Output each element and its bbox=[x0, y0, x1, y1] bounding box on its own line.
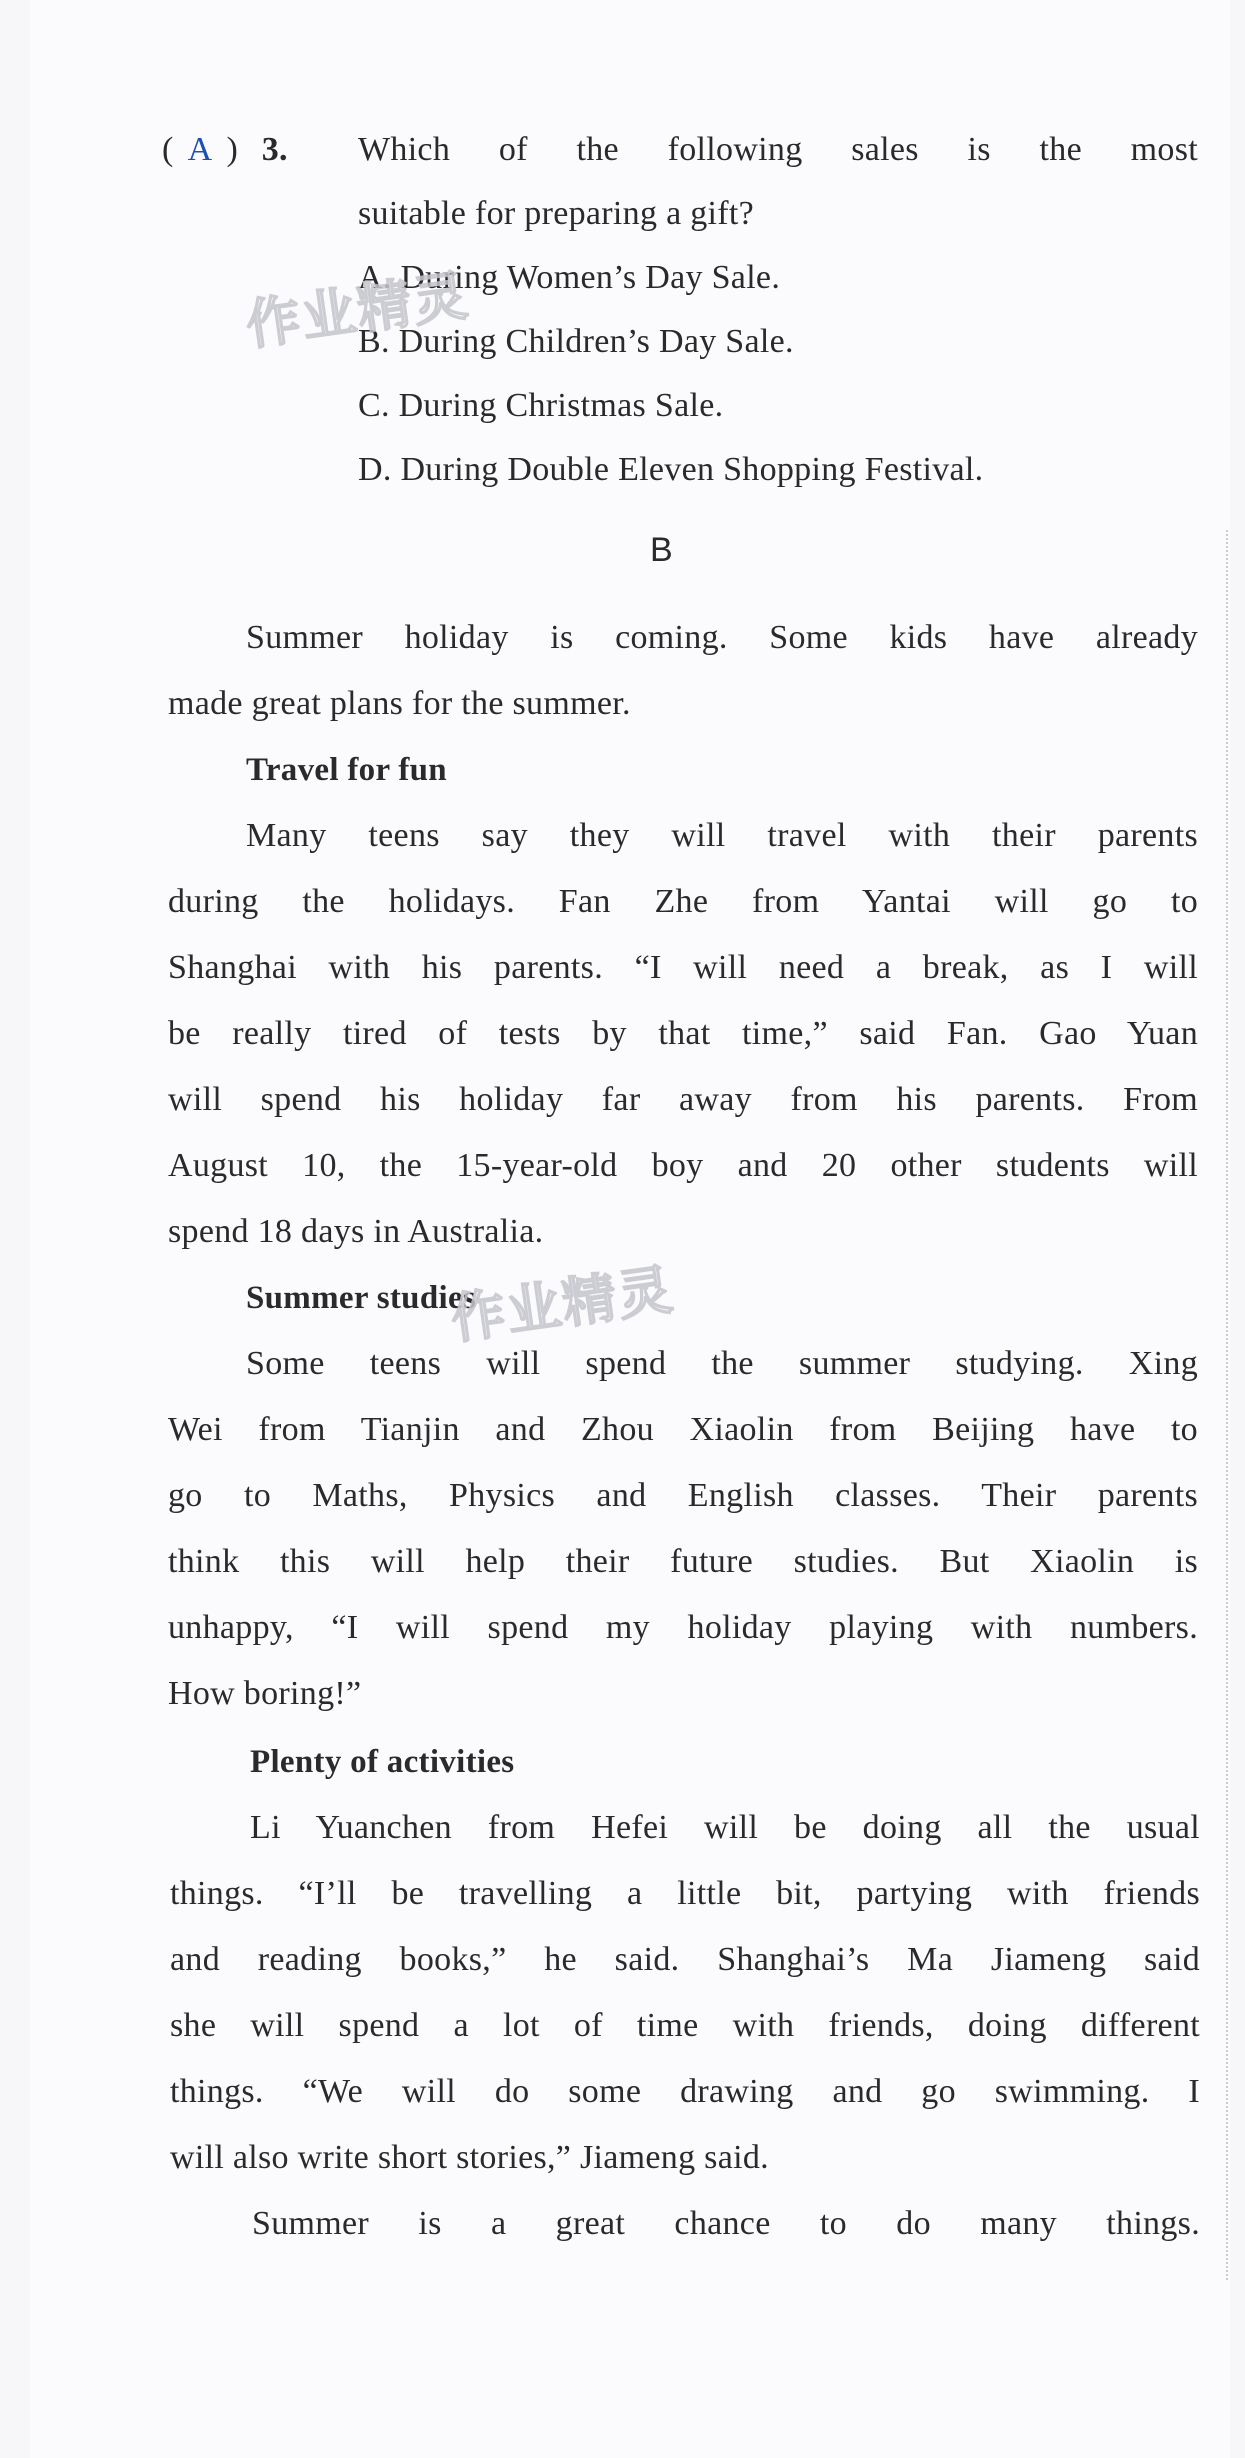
option-a: A. During Women’s Day Sale. bbox=[358, 259, 781, 296]
close-paren: ) bbox=[226, 131, 239, 168]
travel-line6: August 10, the 15-year-old boy and 20 other students will bbox=[168, 1147, 1198, 1184]
option-d: D. During Double Eleven Shopping Festival. bbox=[358, 451, 984, 488]
travel-line1: Many teens say they will travel with their parents bbox=[246, 817, 1198, 854]
activities-line2: things. “I’ll be travelling a little bit, partying with friends bbox=[170, 1875, 1200, 1912]
activities-line1: Li Yuanchen from Hefei will be doing all the usual bbox=[250, 1809, 1200, 1846]
option-b: B. During Children’s Day Sale. bbox=[358, 323, 794, 360]
activities-line6: will also write short stories,” Jiameng said. bbox=[170, 2139, 769, 2176]
studies-line5: unhappy, “I will spend my holiday playing with numbers. bbox=[168, 1609, 1198, 1646]
question-stem-line2: suitable for preparing a gift? bbox=[358, 195, 755, 232]
activities-line3: and reading books,” he said. Shanghai’s Ma Jiameng said bbox=[170, 1941, 1200, 1978]
travel-line7: spend 18 days in Australia. bbox=[168, 1213, 544, 1250]
margin-dotted-rule bbox=[1226, 530, 1228, 2280]
studies-line4: think this will help their future studies. But Xiaolin is bbox=[168, 1543, 1198, 1580]
watermark-2: 作业精灵 bbox=[447, 1257, 678, 1352]
studies-heading: Summer studies bbox=[246, 1280, 477, 1316]
question-3-line1 bbox=[162, 128, 288, 172]
open-paren: ( bbox=[162, 131, 174, 168]
intro-line1: Summer holiday is coming. Some kids have already bbox=[246, 619, 1198, 656]
studies-line1: Some teens will spend the summer studying. Xing bbox=[246, 1345, 1198, 1382]
travel-line2: during the holidays. Fan Zhe from Yantai will go to bbox=[168, 883, 1198, 920]
travel-line5: will spend his holiday far away from his parents. From bbox=[168, 1081, 1198, 1118]
question-number: 3. bbox=[261, 131, 288, 168]
activities-heading: Plenty of activities bbox=[250, 1744, 515, 1780]
studies-line2: Wei from Tianjin and Zhou Xiaolin from Beijing have to bbox=[168, 1411, 1198, 1448]
travel-line3: Shanghai with his parents. “I will need a break, as I will bbox=[168, 949, 1198, 986]
watermark-1: 作业精灵 bbox=[242, 263, 473, 358]
answer-mark: A bbox=[187, 131, 213, 168]
travel-heading: Travel for fun bbox=[246, 752, 447, 788]
travel-line4: be really tired of tests by that time,” said Fan. Gao Yuan bbox=[168, 1015, 1198, 1052]
activities-line5: things. “We will do some drawing and go swimming. I bbox=[170, 2073, 1200, 2110]
option-c: C. During Christmas Sale. bbox=[358, 387, 724, 424]
activities-line7: Summer is a great chance to do many things. bbox=[252, 2205, 1200, 2242]
section-label: B bbox=[650, 531, 673, 569]
intro-line2: made great plans for the summer. bbox=[168, 685, 631, 722]
question-stem-line1: Which of the following sales is the most bbox=[358, 131, 1198, 168]
studies-line6: How boring!” bbox=[168, 1675, 362, 1712]
studies-line3: go to Maths, Physics and English classes. Their parents bbox=[168, 1477, 1198, 1514]
activities-line4: she will spend a lot of time with friends, doing different bbox=[170, 2007, 1200, 2044]
document-page bbox=[30, 0, 1230, 2458]
